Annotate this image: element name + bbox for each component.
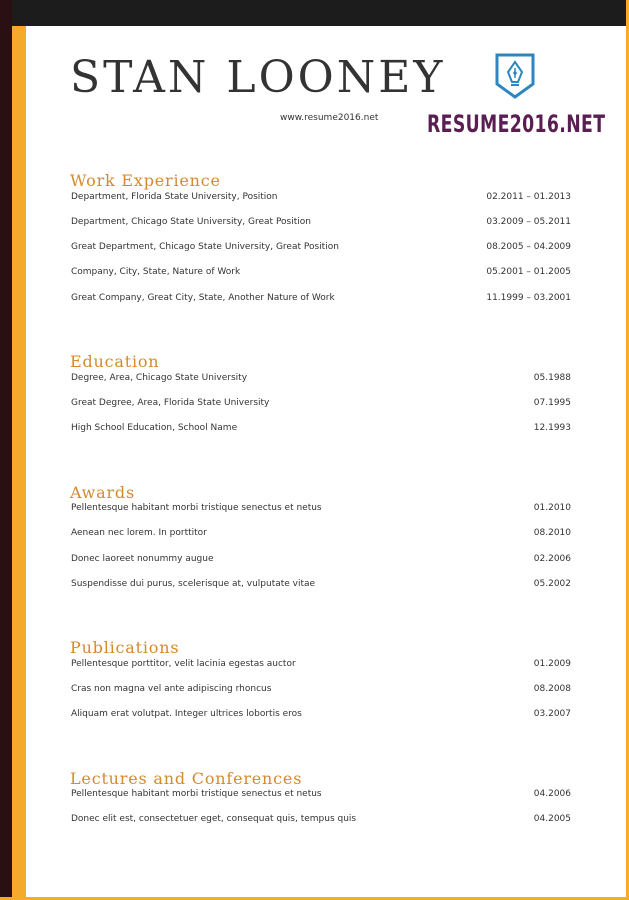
section-title-lectures-conferences: Lectures and Conferences bbox=[70, 769, 303, 788]
item-description: High School Education, School Name bbox=[71, 423, 238, 433]
item-date: 02.2011 – 01.2013 bbox=[486, 192, 571, 202]
section-title-publications: Publications bbox=[70, 638, 180, 657]
section-title-awards: Awards bbox=[70, 483, 135, 502]
item-description: Donec elit est, consectetuer eget, consequat quis, tempus quis bbox=[71, 814, 357, 824]
item-description: Degree, Area, Chicago State University bbox=[71, 373, 248, 383]
item-date: 02.2006 bbox=[533, 554, 571, 564]
item-date: 04.2005 bbox=[533, 814, 571, 824]
item-date: 05.2001 – 01.2005 bbox=[486, 267, 571, 277]
section-title-education: Education bbox=[70, 352, 160, 371]
website-link[interactable]: www.resume2016.net bbox=[280, 113, 379, 123]
item-description: Department, Florida State University, Position bbox=[71, 192, 278, 202]
brand-logo-text: RESUME2016.NET bbox=[427, 110, 606, 138]
item-description: Donec laoreet nonummy augue bbox=[71, 554, 214, 564]
item-description: Department, Chicago State University, Great Position bbox=[71, 217, 311, 227]
item-date: 01.2010 bbox=[533, 503, 571, 513]
item-date: 12.1993 bbox=[533, 423, 571, 433]
item-date: 07.1995 bbox=[533, 398, 571, 408]
item-description: Great Company, Great City, State, Another Nature of Work bbox=[71, 293, 335, 303]
item-description: Pellentesque porttitor, velit lacinia egestas auctor bbox=[71, 659, 296, 669]
item-description: Aenean nec lorem. In porttitor bbox=[71, 528, 207, 538]
section-title-work-experience: Work Experience bbox=[70, 171, 221, 190]
item-date: 03.2007 bbox=[533, 709, 571, 719]
pen-nib-shield-icon bbox=[494, 52, 536, 100]
item-date: 05.1988 bbox=[533, 373, 571, 383]
item-description: Company, City, State, Nature of Work bbox=[71, 267, 241, 277]
item-date: 03.2009 – 05.2011 bbox=[486, 217, 571, 227]
item-date: 08.2010 bbox=[533, 528, 571, 538]
item-description: Aliquam erat volutpat. Integer ultrices lobortis eros bbox=[71, 709, 302, 719]
item-description: Pellentesque habitant morbi tristique senectus et netus bbox=[71, 503, 322, 513]
item-description: Pellentesque habitant morbi tristique senectus et netus bbox=[71, 789, 322, 799]
item-date: 05.2002 bbox=[533, 579, 571, 589]
item-description: Suspendisse dui purus, scelerisque at, vulputate vitae bbox=[71, 579, 316, 589]
item-date: 04.2006 bbox=[533, 789, 571, 799]
item-date: 11.1999 – 03.2001 bbox=[486, 293, 571, 303]
resume-name: STAN LOONEY bbox=[70, 52, 446, 103]
item-date: 08.2008 bbox=[533, 684, 571, 694]
item-description: Cras non magna vel ante adipiscing rhoncus bbox=[71, 684, 272, 694]
item-description: Great Department, Chicago State University, Great Position bbox=[71, 242, 339, 252]
item-description: Great Degree, Area, Florida State University bbox=[71, 398, 270, 408]
item-date: 08.2005 – 04.2009 bbox=[486, 242, 571, 252]
item-date: 01.2009 bbox=[533, 659, 571, 669]
